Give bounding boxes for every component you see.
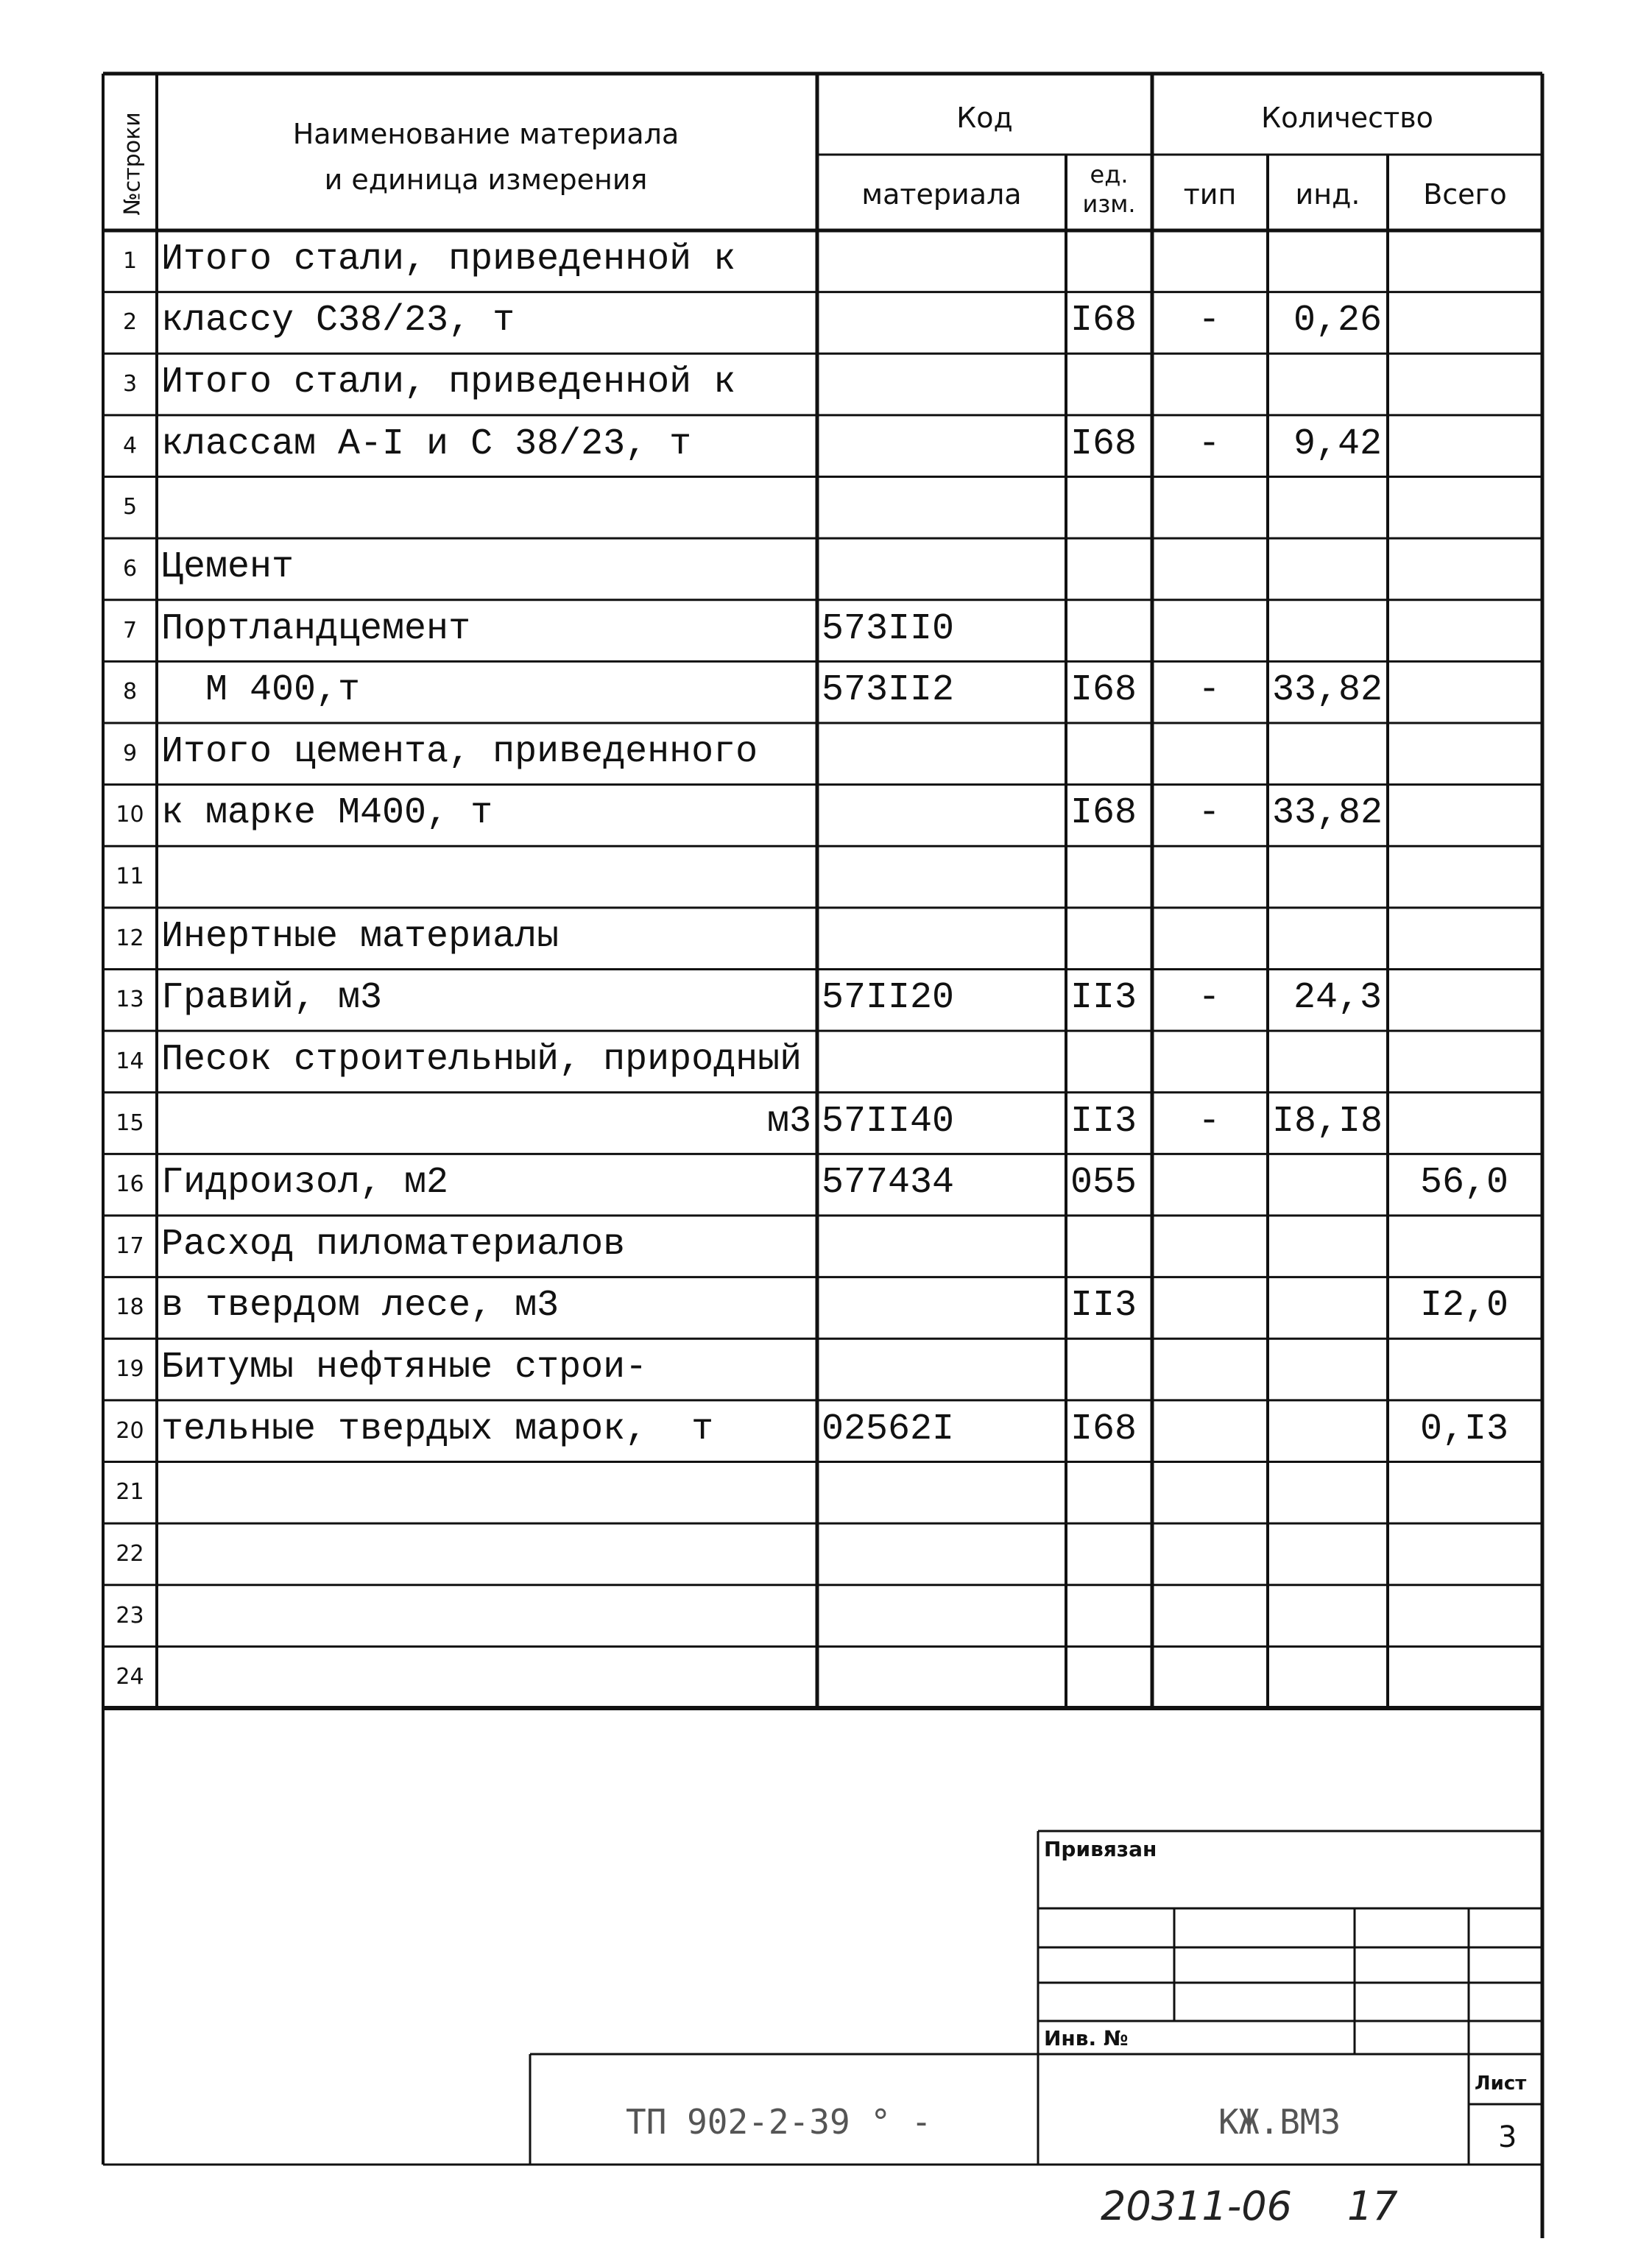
header-name-line1: Наименование материала (292, 118, 679, 150)
material-name: Итого цемента, приведенного (161, 730, 758, 773)
header-unit-line2: изм. (1082, 190, 1136, 218)
material-name: м3 (766, 1100, 811, 1143)
material-code: 577434 (822, 1162, 955, 1204)
row-number: 14 (116, 1048, 144, 1074)
qty-ind: 24,3 (1293, 977, 1382, 1020)
unit-code: II3 (1070, 1285, 1137, 1327)
material-code: 02562I (822, 1408, 955, 1450)
row-number: 10 (116, 802, 144, 828)
unit-code: I68 (1070, 792, 1137, 835)
stamp-sheet-label: Лист (1475, 2073, 1527, 2095)
row-number: 6 (122, 555, 138, 582)
material-name: в твердом лесе, м3 (161, 1285, 560, 1327)
row-number: 13 (116, 987, 144, 1013)
qty-ind: I8,I8 (1272, 1100, 1383, 1143)
header-type: тип (1183, 178, 1237, 211)
material-name: Гидроизол, м2 (161, 1162, 449, 1204)
material-name: Итого стали, приведенной к (161, 238, 736, 281)
qty-ind: 0,26 (1293, 300, 1382, 342)
qty-total: 56,0 (1419, 1162, 1509, 1204)
material-name: Гравий, м3 (161, 977, 383, 1020)
row-number: 23 (116, 1602, 144, 1629)
material-name: Расход пиломатериалов (161, 1223, 626, 1266)
qty-type: - (1198, 300, 1221, 342)
footer-page-number: 17 (1347, 2183, 1398, 2229)
row-number: 3 (122, 371, 138, 398)
stamp-mark: КЖ.ВМ3 (1218, 2102, 1341, 2142)
row-number: 8 (122, 679, 138, 705)
material-name: классам А-I и С 38/23, т (161, 423, 692, 465)
header-row-no: №строки (119, 112, 146, 216)
unit-code: I68 (1070, 423, 1137, 465)
footer-handwritten-number: 20311-06 (1101, 2183, 1292, 2229)
row-number: 2 (122, 309, 138, 336)
header-total: Всего (1423, 178, 1507, 211)
qty-type: - (1198, 977, 1221, 1020)
material-code: 57II20 (822, 977, 955, 1020)
material-name: тельные твердых марок, т (161, 1408, 714, 1450)
row-number: 11 (116, 864, 144, 890)
stamp-sheet-no: 3 (1498, 2120, 1517, 2154)
header-material: материала (861, 178, 1022, 211)
material-name: Портландцемент (161, 607, 471, 650)
row-number: 7 (122, 617, 138, 643)
unit-code: II3 (1070, 1100, 1137, 1143)
header-unit-line1: ед. (1090, 161, 1129, 188)
unit-code: I68 (1070, 669, 1137, 712)
row-number: 9 (122, 740, 138, 766)
row-number: 17 (116, 1232, 144, 1259)
row-number: 4 (122, 432, 138, 459)
row-number: 18 (116, 1294, 144, 1321)
material-name: классу С38/23, т (161, 300, 515, 342)
unit-code: I68 (1070, 300, 1137, 342)
unit-code: 055 (1070, 1162, 1137, 1204)
header-quantity: Количество (1261, 102, 1433, 134)
row-number: 1 (122, 247, 138, 274)
stamp-inv-no: Инв. № (1044, 2026, 1129, 2050)
stamp-privyazan: Привязан (1044, 1837, 1157, 1861)
unit-code: II3 (1070, 977, 1137, 1020)
header-ind: инд. (1295, 178, 1360, 211)
qty-ind: 33,82 (1272, 792, 1383, 835)
material-name: Битумы нефтяные строи- (161, 1347, 648, 1389)
material-code: 57II40 (822, 1100, 955, 1143)
material-name: Песок строительный, природный (161, 1038, 802, 1081)
row-number: 24 (116, 1664, 144, 1690)
row-number: 16 (116, 1171, 144, 1198)
material-name: Итого стали, приведенной к (161, 361, 736, 404)
material-code: 573II0 (822, 607, 955, 650)
row-number: 12 (116, 925, 144, 951)
qty-total: 0,I3 (1419, 1408, 1509, 1450)
stamp-doc-code: ТП 902-2-39 ° - (626, 2102, 932, 2142)
row-number: 19 (116, 1356, 144, 1383)
qty-total: I2,0 (1419, 1285, 1509, 1327)
material-name: Инертные материалы (161, 915, 560, 958)
material-name: к марке М400, т (161, 792, 493, 835)
qty-type: - (1198, 792, 1221, 835)
row-number: 20 (116, 1417, 144, 1444)
unit-code: I68 (1070, 1408, 1137, 1450)
qty-ind: 33,82 (1272, 669, 1383, 712)
qty-ind: 9,42 (1293, 423, 1382, 465)
material-name: М 400,т (161, 669, 361, 712)
qty-type: - (1198, 1100, 1221, 1143)
row-number: 22 (116, 1540, 144, 1567)
row-number: 21 (116, 1479, 144, 1506)
header-name-line2: и единица измерения (324, 163, 648, 196)
qty-type: - (1198, 669, 1221, 712)
row-number: 5 (122, 494, 138, 521)
row-number: 15 (116, 1110, 144, 1136)
material-name: Цемент (161, 546, 294, 588)
qty-type: - (1198, 423, 1221, 465)
material-code: 573II2 (822, 669, 955, 712)
header-code: Код (956, 102, 1013, 134)
